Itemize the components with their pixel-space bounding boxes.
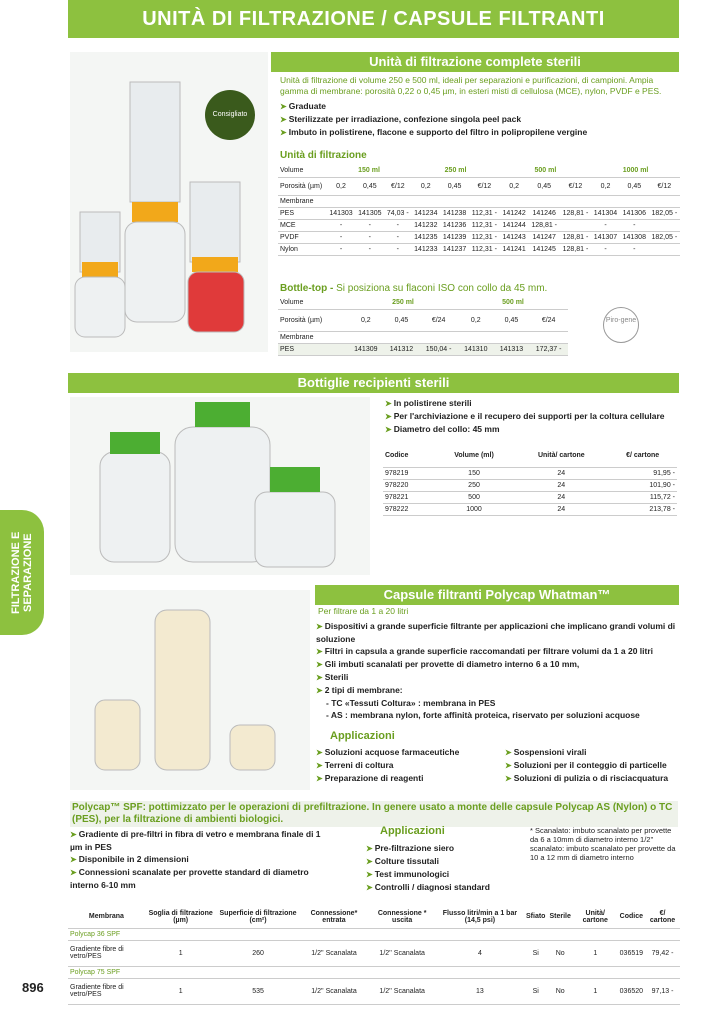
table-row: 978220 250 24 101,90 - — [383, 479, 677, 491]
connection-note: * Scanalato: imbuto scanalato per provette da 6 a 10mm di diametro interno 1/2'' scanalato: imbuto scanalato per provette da 10 a 12 mm di diametro interno — [530, 826, 676, 862]
table-row: Nylon - - - 141233 141237 112,31 - 141241 141245 128,81 - - - — [278, 243, 680, 255]
table-row: 978222 1000 24 213,78 - — [383, 503, 677, 515]
table-row: MCE - - - 141232 141236 112,31 - 141244 128,81 - - - — [278, 219, 680, 231]
section-title-sterile-bottles: Bottiglie recipienti sterili — [68, 373, 679, 393]
sterile-bottles-table: Codice Volume (ml) Unità/ cartone €/ cartone 978219 150 24 91,95 - 978220 250 24 101,90 - 978221 500 24 115,72 - 978222 1000 24 213,78 - — [383, 445, 677, 516]
polycap-applications-right: ➤ Sospensioni virali ➤ Soluzioni per il conteggio di particelle ➤ Soluzioni di pulizia o di risciacquatura — [505, 746, 680, 785]
page-number: 896 — [22, 980, 44, 995]
filtration-units-subtitle: Unità di filtrazione — [280, 150, 367, 161]
table-row: PES 141303 141305 74,03 - 141234 141238 112,31 - 141242 141246 128,81 - 141304 141306 182,05 - — [278, 207, 680, 219]
sterile-units-intro: Unità di filtrazione di volume 250 e 500 ml, ideali per separazioni e purificazioni, di campioni. Ampia gamma di membrane: porosità 0,22 o 0,45 µm, in esteri misti di cellulosa (MCE), nylon, PVDF e PES. — [280, 75, 662, 96]
polycap-spf-applications: ➤ Pre-filtrazione siero ➤ Colture tissutali ➤ Test immunologici ➤ Controlli / diagnosi standard — [366, 842, 526, 894]
polycap-bullets: ➤ Dispositivi a grande superficie filtrante per applicazioni che implicano grandi volumi di soluzione ➤ Filtri in capsula a grande superficie raccomandati per filtrare volumi da 1 a 20 litri ➤ Gli imbuti scanalati per provette di diametro interno 6 a 10 mm, ➤ Sterili ➤ 2 tipi di membrane: - TC «Tessuti Coltura» : membrana in PES - AS : membrana nylon, forte affinità proteica, riservato per soluzioni acquose — [316, 620, 678, 721]
polycap-spf-bullets: ➤ Gradiente di pre-filtri in fibra di vetro e membrana finale di 1 µm in PES ➤ Disponibile in 2 dimensioni ➤ Connessioni scanalate per provette standard di diametro interno 6-10 mm — [70, 828, 330, 891]
recommended-badge: Consigliato — [205, 90, 255, 140]
polycap-spf-rows — [68, 928, 680, 1004]
polycap-applications-left: ➤ Soluzioni acquose farmaceutiche ➤ Terreni di coltura ➤ Preparazione di reagenti — [316, 746, 496, 785]
table-row: PES 141309 141312 150,04 - 141310 141313 172,37 - — [278, 343, 568, 355]
bottle-top-heading: Bottle-top - Si posiziona su flaconi ISO con collo da 45 mm. — [280, 283, 548, 294]
sterile-bottles-rows — [383, 467, 677, 515]
section-title-polycap: Capsule filtranti Polycap Whatman™ — [315, 585, 679, 605]
table-row: Gradiente fibre di vetro/PES 1 535 1/2'' Scanalata 1/2'' Scanalata 13 Si No 1 036520 97,13 - — [68, 978, 680, 1004]
polycap-spf-heading: Polycap™ SPF: pottimizzato per le operazioni di prefiltrazione. In genere usato a monte delle capsule Polycap AS (Nylon) o TC (PES), per la filtrazione di ambienti biologici. — [70, 801, 678, 827]
sterile-bottles-bullets: ➤ In polistirene sterili ➤ Per l'archiviazione e il recupero dei supporti per la coltura cellulare ➤ Diametro del collo: 45 mm — [385, 397, 677, 436]
sterile-bottles-image — [70, 397, 370, 575]
polycap-subtitle: Per filtrare da 1 a 20 litri — [318, 606, 409, 616]
polycap-capsules-image — [70, 590, 310, 790]
table-row: PVDF - - - 141235 141239 112,31 - 141243 141247 128,81 - 141307 141308 182,05 - — [278, 231, 680, 243]
section-title-sterile-units: Unità di filtrazione complete sterili — [271, 52, 679, 72]
filtration-units-rows — [278, 207, 680, 255]
table-row: Gradiente fibre di vetro/PES 1 260 1/2'' Scanalata 1/2'' Scanalata 4 Si No 1 036519 79,42 - — [68, 940, 680, 966]
sterile-units-bullets: ➤ Graduate ➤ Sterilizzate per irradiazione, confezione singola peel pack ➤ Imbuto in polistirene, flacone e supporto del filtro in polipropilene vergine — [280, 100, 678, 139]
side-tab: FILTRAZIONE E SEPARAZIONE — [0, 510, 44, 635]
no-pyrogen-icon: Piro-gene — [603, 307, 639, 343]
filtration-units-table: Volume 150 ml 250 ml 500 ml 1000 ml Porosità (µm) 0,2 0,45 €/12 0,2 0,45 €/12 0,2 0,45 €/12 0,2 0,45 €/12 Membrane PES 141303 141305 74,03 - 141234 141238 112,31 - 141242 141246 128,81 - 141304 141306 182,05 - MCE - - - 141232 141236 112,31 - 141244 128,81 - - - PVDF - - - 141235 141239 112,31 - 141243 141247 128,81 - 141307 141308 182,05 - Nylon - - - 141233 141237 112,31 - 141241 141245 128,81 - - - — [278, 165, 680, 256]
group-label-row: Polycap 75 SPF — [68, 966, 680, 978]
green-cap-bottles-illustration — [70, 397, 370, 575]
table-row: 978219 150 24 91,95 - — [383, 467, 677, 479]
polycap-applications-title: Applicazioni — [330, 730, 395, 742]
page-banner: UNITÀ DI FILTRAZIONE / CAPSULE FILTRANTI — [68, 0, 679, 38]
capsule-filters-illustration — [70, 590, 310, 790]
polycap-spf-table: Membrana Soglia di filtrazione (µm) Superficie di filtrazione (cm²) Connessione* entrata Connessione * uscita Flusso litri/min a 1 bar (14,5 psi) Sfiato Sterile Unità/ cartone Codice €/ cartone Polycap 36 SPF Gradiente fibre di vetro/PES 1 260 1/2'' Scanalata 1/2'' Scanalata 4 Si No 1 036519 79,42 - Polycap 75 SPF Gradiente fibre di vetro/PES 1 535 1/2'' Scanalata 1/2'' Scanalata 13 Si No 1 036520 97,13 - — [68, 906, 680, 1005]
polycap-spf-applications-title: Applicazioni — [380, 825, 445, 837]
table-row: 978221 500 24 115,72 - — [383, 491, 677, 503]
group-label-row: Polycap 36 SPF — [68, 928, 680, 940]
bottle-top-table: Volume 250 ml 500 ml Porosità (µm) 0,2 0,45 €/24 0,2 0,45 €/24 Membrane PES 141309 141312 150,04 - 141310 141313 172,37 - — [278, 297, 568, 356]
